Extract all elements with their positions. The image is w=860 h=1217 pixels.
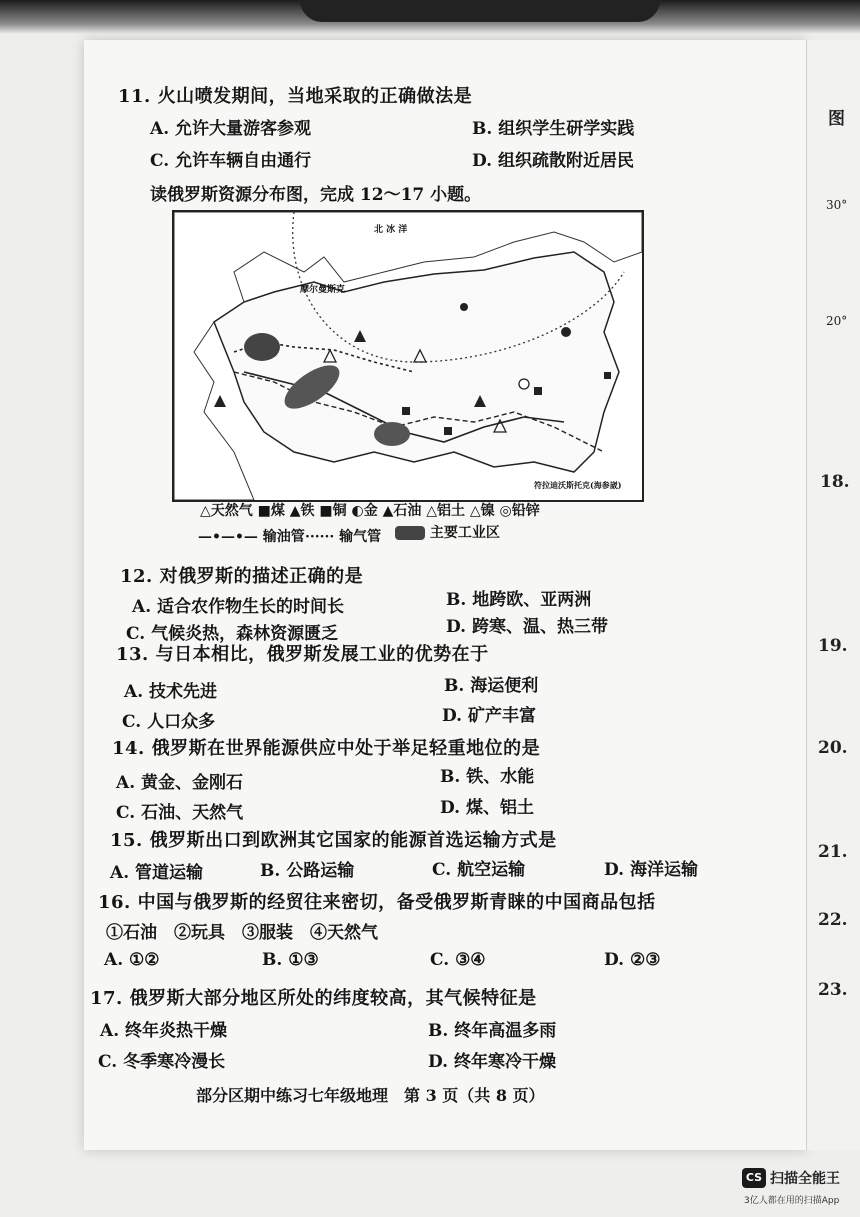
camscanner-logo-icon: CS [742, 1168, 766, 1188]
q12-option-d[interactable]: D. 跨寒、温、热三带 [446, 617, 608, 637]
gas-pipe-label: 输气管 [339, 529, 382, 545]
strip-q22: 22. [818, 910, 848, 930]
q13-stem: 13. 与日本相比，俄罗斯发展工业的优势在于 [116, 644, 489, 665]
q13-option-a[interactable]: A. 技术先进 [124, 682, 218, 702]
strip-q20: 20. [818, 738, 848, 758]
map-legend-resources: △天然气 ■煤 ▲铁 ■铜 ◐金 ▲石油 △铝土 △镍 ◎铅锌 [200, 503, 540, 519]
legend-oil-pipe [198, 526, 305, 546]
q11-option-b[interactable]: B. 组织学生研学实践 [472, 119, 635, 139]
legend-industrial [395, 522, 500, 542]
q12-stem: 12. 对俄罗斯的描述正确的是 [120, 566, 364, 587]
q16-option-c[interactable]: C. ③④ [430, 950, 486, 970]
q17-option-c[interactable]: C. 冬季寒冷漫长 [98, 1052, 226, 1072]
q11-option-d[interactable]: D. 组织疏散附近居民 [472, 151, 634, 171]
strip-q19: 19. [818, 636, 848, 656]
q14-option-c[interactable]: C. 石油、天然气 [116, 803, 244, 823]
q11-option-a[interactable]: A. 允许大量游客参观 [150, 119, 312, 139]
q17-option-a[interactable]: A. 终年炎热干燥 [100, 1021, 228, 1041]
q14-stem: 14. 俄罗斯在世界能源供应中处于举足轻重地位的是 [112, 738, 541, 759]
q14-option-b[interactable]: B. 铁、水能 [440, 767, 535, 787]
industrial-label: 主要工业区 [429, 525, 500, 541]
strip-lat-20: 20° [826, 314, 848, 328]
q11-option-c[interactable]: C. 允许车辆自由通行 [150, 151, 312, 171]
q14-option-a[interactable]: A. 黄金、金刚石 [116, 773, 244, 793]
q15-stem: 15. 俄罗斯出口到欧洲其它国家的能源首选运输方式是 [110, 830, 557, 851]
russia-resource-map [172, 210, 644, 502]
page-footer: 部分区期中练习七年级地理 第 3 页（共 8 页） [196, 1086, 545, 1105]
oil-pipe-symbol: —•—•— [198, 529, 263, 545]
q13-option-b[interactable]: B. 海运便利 [444, 676, 539, 696]
q15-option-b[interactable]: B. 公路运输 [260, 861, 355, 881]
legend-gas-pipe [305, 526, 381, 546]
q12-option-b[interactable]: B. 地跨欧、亚两洲 [446, 590, 592, 610]
q12-option-a[interactable]: A. 适合农作物生长的时间长 [132, 597, 345, 617]
q16-option-a[interactable]: A. ①② [104, 950, 160, 970]
camscanner-tagline: 3亿人都在用的扫描App [744, 1196, 840, 1206]
q16-items: ①石油 ②玩具 ③服装 ④天然气 [106, 923, 378, 943]
q12-option-c[interactable]: C. 气候炎热，森林资源匮乏 [126, 624, 339, 644]
q16-option-b[interactable]: B. ①③ [262, 950, 319, 970]
strip-q23: 23. [818, 980, 848, 1000]
strip-q21: 21. [818, 842, 848, 862]
q17-option-d[interactable]: D. 终年寒冷干燥 [428, 1052, 556, 1072]
strip-text-tu: 图 [828, 109, 845, 129]
q15-option-c[interactable]: C. 航空运输 [432, 860, 526, 880]
q11-stem: 11. 火山喷发期间，当地采取的正确做法是 [118, 86, 473, 107]
q13-option-c[interactable]: C. 人口众多 [122, 712, 216, 732]
strip-lat-30: 30° [826, 198, 848, 212]
q14-option-d[interactable]: D. 煤、铝土 [440, 798, 534, 818]
q16-option-d[interactable]: D. ②③ [604, 950, 661, 970]
photo-dark-edge [300, 0, 660, 22]
map-intro: 读俄罗斯资源分布图，完成 12～17 小题。 [150, 185, 482, 205]
q17-stem: 17. 俄罗斯大部分地区所处的纬度较高，其气候特征是 [90, 988, 537, 1009]
map-label-arctic-ocean: 北 冰 洋 [374, 225, 408, 235]
map-label-murmansk: 摩尔曼斯克 [300, 285, 346, 295]
camscanner-name: 扫描全能王 [770, 1171, 840, 1187]
q13-option-d[interactable]: D. 矿产丰富 [442, 706, 536, 726]
oil-pipe-label: 输油管 [262, 529, 305, 545]
q15-option-a[interactable]: A. 管道运输 [110, 863, 204, 883]
q16-stem: 16. 中国与俄罗斯的经贸往来密切，备受俄罗斯青睐的中国商品包括 [98, 892, 656, 913]
industrial-symbol [395, 526, 425, 540]
q17-option-b[interactable]: B. 终年高温多雨 [428, 1021, 557, 1041]
map-graphic [174, 212, 642, 500]
map-label-vladivostok: 符拉迪沃斯托克(海参崴) [534, 480, 622, 490]
strip-q18: 18. [820, 472, 850, 492]
gas-pipe-symbol: ······ [305, 529, 340, 545]
q15-option-d[interactable]: D. 海洋运输 [604, 860, 698, 880]
